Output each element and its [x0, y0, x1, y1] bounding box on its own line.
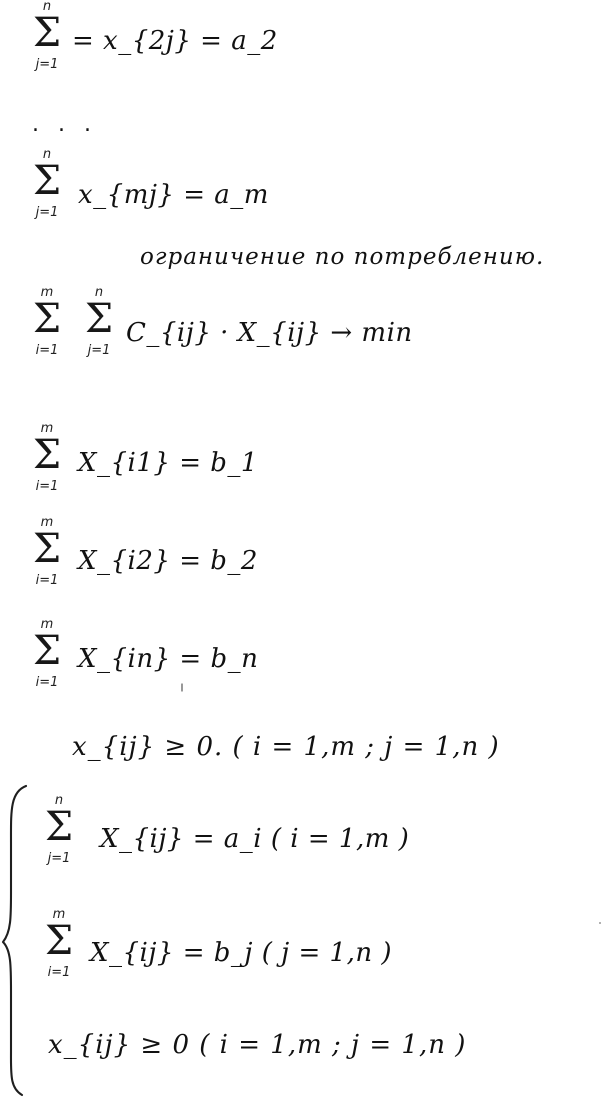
sum1-expression: = x_{2j} = a_2	[72, 26, 278, 56]
sum1-upper-limit: n	[42, 0, 52, 14]
objective-inner-lower-limit: j=1	[87, 343, 111, 358]
objective-outer-lower-limit: i=1	[35, 343, 59, 358]
sum-column-n-lower-limit: i=1	[35, 675, 59, 690]
sum1-operator	[22, 0, 72, 80]
ellipsis: . . .	[32, 112, 97, 137]
sum2-lower-limit: j=1	[35, 205, 59, 220]
sum1-lower-limit: j=1	[35, 57, 59, 72]
objective-outer-sum	[22, 286, 72, 366]
system-row-1-expression: X_{ij} = a_i ( i = 1,m )	[100, 824, 410, 854]
stray-mark-2	[597, 920, 605, 932]
system-row-2-lower-limit: i=1	[47, 965, 71, 980]
objective-inner-sum	[74, 286, 124, 366]
system-row-2-upper-limit: m	[52, 907, 66, 922]
sum-column-2-lower-limit: i=1	[35, 573, 59, 588]
sum2-operator	[22, 148, 72, 228]
objective-inner-upper-limit: n	[94, 285, 104, 300]
sum-column-n-expression: X_{in} = b_n	[78, 644, 259, 674]
system-row-1-operator	[34, 794, 84, 874]
sum-column-1-sigma-symbol: Σ	[32, 432, 62, 478]
objective-outer-upper-limit: m	[40, 285, 54, 300]
sum-column-1-operator	[22, 422, 72, 502]
sum-column-2-operator	[22, 516, 72, 596]
objective-expression: C_{ij} · X_{ij} → min	[126, 318, 413, 348]
sum-column-n-sigma-symbol: Σ	[32, 628, 62, 674]
system-row-1-upper-limit: n	[54, 793, 64, 808]
sum-column-1-expression: X_{i1} = b_1	[78, 448, 258, 478]
sum-column-2-sigma-symbol: Σ	[32, 526, 62, 572]
sum2-upper-limit: n	[42, 147, 52, 162]
sum-column-n-operator	[22, 618, 72, 698]
sum-column-1-lower-limit: i=1	[35, 479, 59, 494]
sum-column-2-upper-limit: m	[40, 515, 54, 530]
sum-column-2-expression: X_{i2} = b_2	[78, 546, 258, 576]
objective-outer-sigma-symbol: Σ	[32, 296, 62, 342]
consumption-constraint-note: ограничение по потреблению.	[140, 244, 545, 270]
objective-inner-sigma-symbol: Σ	[84, 296, 114, 342]
system-row-3-nonnegativity: x_{ij} ≥ 0 ( i = 1,m ; j = 1,n )	[48, 1030, 467, 1060]
sum-column-1-upper-limit: m	[40, 421, 54, 436]
nonnegativity-constraint-1: x_{ij} ≥ 0. ( i = 1,m ; j = 1,n )	[72, 732, 500, 762]
sum2-sigma-symbol: Σ	[32, 158, 62, 204]
sum-column-n-upper-limit: m	[40, 617, 54, 632]
system-brace	[0, 772, 30, 1097]
system-row-1-lower-limit: j=1	[47, 851, 71, 866]
system-row-2-sigma-symbol: Σ	[44, 918, 74, 964]
sum2-expression: x_{mj} = a_m	[78, 180, 269, 210]
system-row-2-operator	[34, 908, 84, 988]
sum1-sigma-symbol: Σ	[32, 10, 62, 56]
stray-mark-1	[176, 682, 188, 694]
system-row-2-expression: X_{ij} = b_j ( j = 1,n )	[90, 938, 392, 968]
system-row-1-sigma-symbol: Σ	[44, 804, 74, 850]
